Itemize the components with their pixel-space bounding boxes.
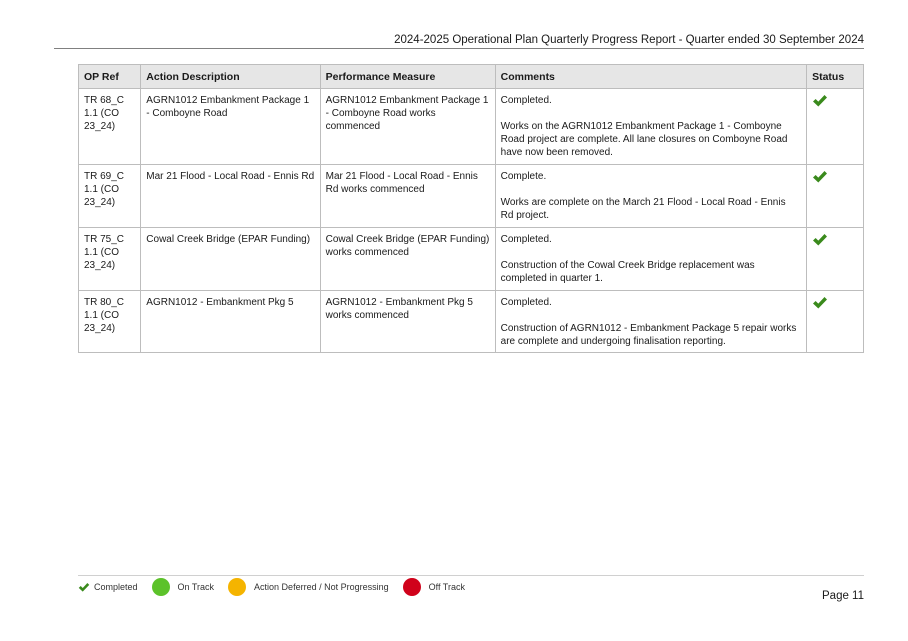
performance-measure-cell: AGRN1012 - Embankment Pkg 5 works commenced [320, 291, 495, 353]
action-description-cell: AGRN1012 Embankment Package 1 - Comboyne Road [141, 89, 320, 165]
performance-measure-cell: Cowal Creek Bridge (EPAR Funding) works commenced [320, 228, 495, 291]
legend-item-on-track [152, 578, 215, 596]
op-ref-cell: TR 68_C 1.1 (CO 23_24) [79, 89, 141, 165]
comment-status-text: Completed. [500, 297, 552, 308]
check-icon [812, 94, 828, 108]
status-legend [78, 578, 479, 596]
column-header-comments: Comments [495, 65, 806, 89]
action-description-cell: Cowal Creek Bridge (EPAR Funding) [141, 228, 320, 291]
column-header-status: Status [807, 65, 864, 89]
amber-dot-icon [228, 578, 246, 596]
comment-status-text: Complete. [500, 171, 547, 182]
op-ref-cell: TR 69_C 1.1 (CO 23_24) [79, 165, 141, 228]
op-ref-cell: TR 75_C 1.1 (CO 23_24) [79, 228, 141, 291]
check-icon [78, 582, 90, 593]
page-number: Page 11 [822, 590, 864, 602]
column-header-action-description: Action Description [141, 65, 320, 89]
performance-measure-cell: Mar 21 Flood - Local Road - Ennis Rd works commenced [320, 165, 495, 228]
legend-item-off-track [403, 578, 465, 596]
status-cell [807, 228, 864, 291]
table-row [79, 89, 864, 165]
comments-cell [495, 165, 806, 228]
table-row [79, 291, 864, 353]
legend-item-deferred [228, 578, 389, 596]
action-description-cell: Mar 21 Flood - Local Road - Ennis Rd [141, 165, 320, 228]
column-header-performance-measure: Performance Measure [320, 65, 495, 89]
check-icon [812, 170, 828, 184]
comments-cell [495, 89, 806, 165]
status-cell [807, 291, 864, 353]
comment-detail-text: Construction of the Cowal Creek Bridge replacement was completed in quarter 1. [500, 260, 755, 284]
legend-divider [78, 575, 864, 576]
progress-table [78, 64, 864, 353]
table-row [79, 228, 864, 291]
legend-label: Off Track [428, 582, 465, 592]
legend-item-completed [78, 582, 138, 593]
status-cell [807, 89, 864, 165]
report-title: 2024-2025 Operational Plan Quarterly Progress Report - Quarter ended 30 September 2024 [394, 34, 864, 46]
comment-detail-text: Construction of AGRN1012 - Embankment Package 5 repair works are complete and undergoing finalisation reporting. [500, 323, 797, 347]
comment-status-text: Completed. [500, 95, 552, 106]
legend-label: On Track [177, 582, 215, 592]
comment-detail-text: Works on the AGRN1012 Embankment Package 1 - Comboyne Road project are complete. All lane closures on Comboyne Road have now been removed. [500, 121, 788, 158]
comment-detail-text: Works are complete on the March 21 Flood - Local Road - Ennis Rd project. [500, 197, 786, 221]
performance-measure-cell: AGRN1012 Embankment Package 1 - Comboyne Road works commenced [320, 89, 495, 165]
table-row [79, 165, 864, 228]
check-icon [812, 296, 828, 310]
check-icon [812, 233, 828, 247]
red-dot-icon [403, 578, 421, 596]
comment-status-text: Completed. [500, 234, 552, 245]
header-divider [54, 48, 864, 49]
legend-label: Action Deferred / Not Progressing [254, 582, 389, 592]
op-ref-cell: TR 80_C 1.1 (CO 23_24) [79, 291, 141, 353]
table-header-row [79, 65, 864, 89]
green-dot-icon [152, 578, 170, 596]
legend-label: Completed [94, 582, 138, 592]
column-header-op-ref: OP Ref [79, 65, 141, 89]
comments-cell [495, 228, 806, 291]
action-description-cell: AGRN1012 - Embankment Pkg 5 [141, 291, 320, 353]
comments-cell [495, 291, 806, 353]
status-cell [807, 165, 864, 228]
